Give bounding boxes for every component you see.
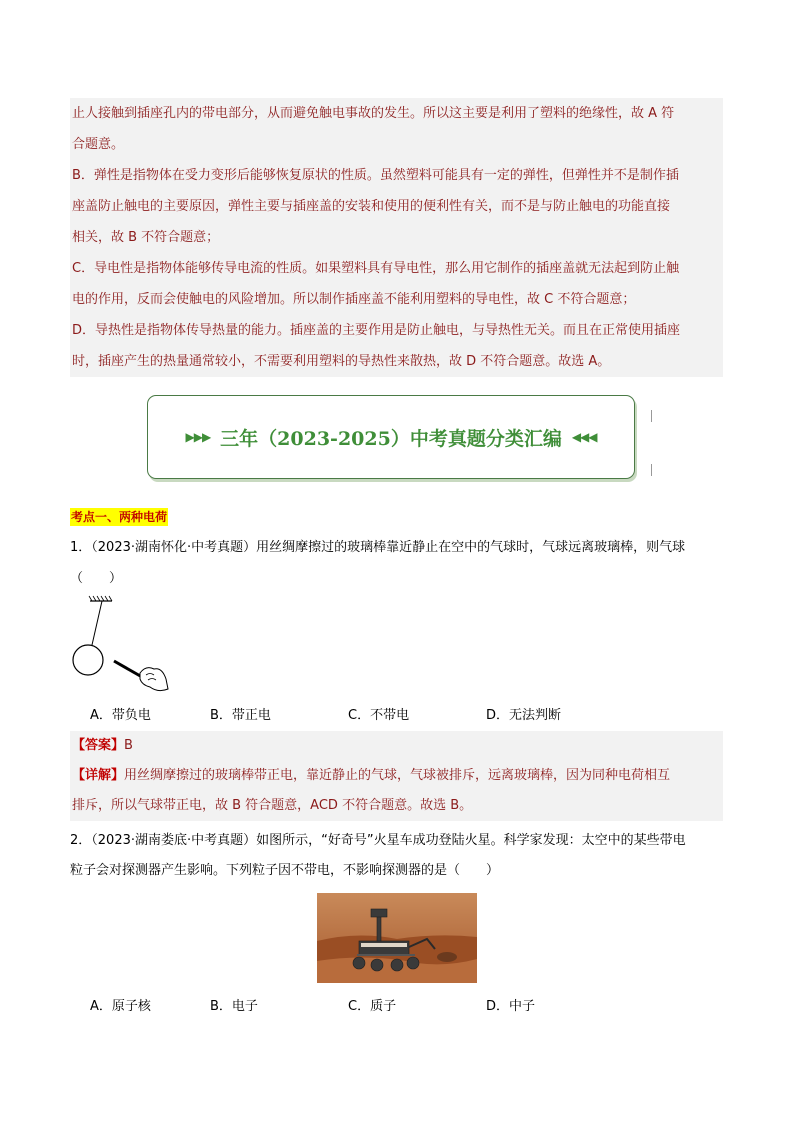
- option-c[interactable]: C．质子: [348, 999, 397, 1014]
- explanation-line: B．弹性是指物体在受力变形后能够恢复原状的性质。虽然塑料可能具有一定的弹性，但弹性并不是制作插: [72, 168, 679, 183]
- option-a[interactable]: A．原子核: [90, 999, 151, 1014]
- question-2-text: 粒子会对探测器产生影响。下列粒子因不带电，不影响探测器的是（ ）: [70, 863, 500, 878]
- answer-value: B: [124, 738, 133, 753]
- explanation-line: 时，插座产生的热量通常较小，不需要利用塑料的导热性来散热，故 D 不符合题意。故选 A。: [72, 354, 611, 369]
- explanation-block: [70, 98, 723, 377]
- answer-block: [70, 731, 723, 821]
- question-2-text: 2．（2023·湖南娄底·中考真题）如图所示，“好奇号”火星车成功登陆火星。科学家发现：太空中的某些带电: [70, 833, 686, 848]
- option-d[interactable]: D．无法判断: [486, 708, 562, 723]
- section-banner: [147, 395, 635, 479]
- question-1-bracket: （ ）: [70, 571, 123, 586]
- question-1-text: 1．（2023·湖南怀化·中考真题）用丝绸摩擦过的玻璃棒靠近静止在空中的气球时，气球远离玻璃棒，则气球: [70, 540, 686, 555]
- detail-text: 排斥，所以气球带正电，故 B 符合题意，ACD 不符合题意。故选 B。: [72, 798, 473, 813]
- detail-text: 用丝绸摩擦过的玻璃棒带正电，靠近静止的气球，气球被排斥，远离玻璃棒，因为同种电荷相互: [124, 768, 671, 783]
- banner-title: 三年（2023-2025）中考真题分类汇编: [220, 427, 562, 450]
- explanation-line: 合题意。: [72, 137, 125, 152]
- right-arrows-icon: ▶▶▶: [185, 430, 211, 444]
- option-d[interactable]: D．中子: [486, 999, 536, 1014]
- left-arrows-icon: ◀◀◀: [571, 430, 597, 444]
- explanation-line: 电的作用，反而会使触电的风险增加。所以制作插座盖不能利用塑料的导电性，故 C 不符合题意；: [72, 292, 636, 307]
- mars-rover-photo: [317, 893, 477, 983]
- margin-mark: [651, 464, 652, 476]
- section-title: 考点一、两种电荷: [71, 510, 168, 524]
- option-b[interactable]: B．带正电: [210, 708, 271, 723]
- explanation-line: 相关，故 B 不符合题意；: [72, 230, 220, 245]
- margin-mark: [651, 410, 652, 422]
- option-a[interactable]: A．带负电: [90, 708, 151, 723]
- explanation-line: 止人接触到插座孔内的带电部分，从而避免触电事故的发生。所以这主要是利用了塑料的绝缘性，故 A 符: [72, 106, 675, 121]
- balloon-glass-rod-figure: [70, 595, 174, 695]
- explanation-line: D．导热性是指物体传导热量的能力。插座盖的主要作用是防止触电，与导热性无关。而且在正常使用插座: [72, 323, 681, 338]
- option-c[interactable]: C．不带电: [348, 708, 410, 723]
- option-b[interactable]: B．电子: [210, 999, 258, 1014]
- answer-label: 【答案】: [72, 738, 125, 753]
- explanation-line: C．导电性是指物体能够传导电流的性质。如果塑料具有导电性，那么用它制作的插座盖就无法起到防止触: [72, 261, 680, 276]
- detail-label: 【详解】: [72, 768, 125, 783]
- explanation-line: 座盖防止触电的主要原因，弹性主要与插座盖的安装和使用的便利性有关，而不是与防止触电的功能直接: [72, 199, 671, 214]
